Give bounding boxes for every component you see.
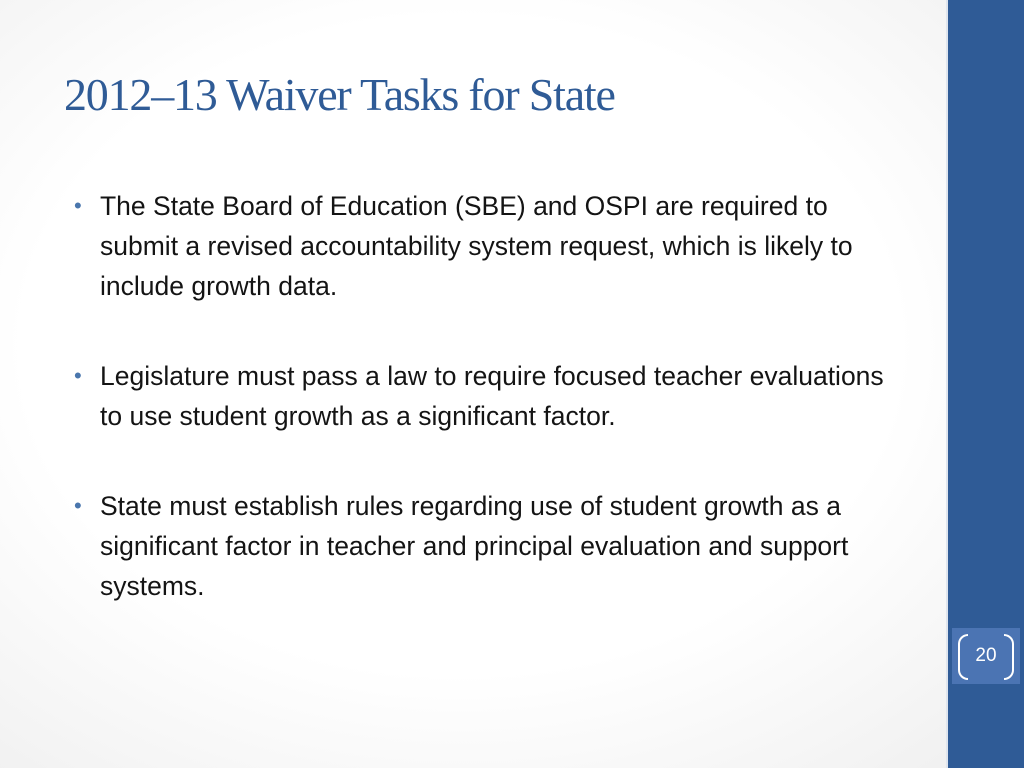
bullet-icon: • — [74, 193, 82, 218]
bullet-text: State must establish rules regarding use of student growth as a significant factor in teacher and principal evaluation and support systems. — [100, 491, 849, 601]
bullet-list — [74, 186, 904, 656]
bullet-item — [74, 186, 904, 306]
page-number: 20 — [975, 645, 997, 666]
bullet-icon: • — [74, 493, 82, 518]
bullet-icon: • — [74, 363, 82, 388]
bullet-item — [74, 486, 904, 606]
page-number-box — [952, 628, 1020, 684]
bullet-text: Legislature must pass a law to require focused teacher evaluations to use student growth as a significant factor. — [100, 361, 884, 431]
bullet-text: The State Board of Education (SBE) and OSPI are required to submit a revised accountability system request, which is likely to include growth data. — [100, 191, 853, 301]
slide-title: 2012–13 Waiver Tasks for State — [64, 69, 615, 120]
bullet-item — [74, 356, 904, 436]
